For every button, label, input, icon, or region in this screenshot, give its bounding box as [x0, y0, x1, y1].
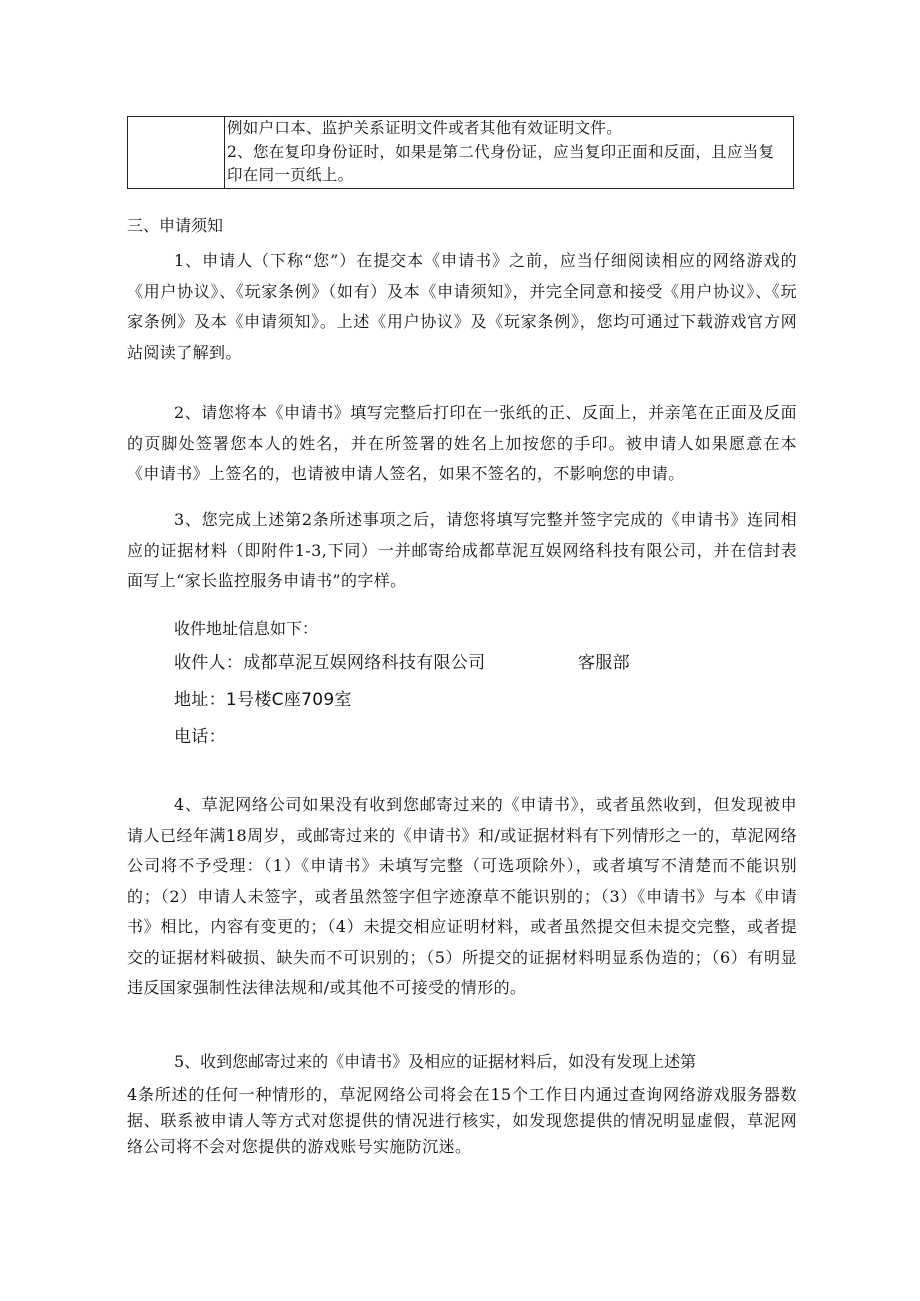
paragraph-4: 4、草泥网络公司如果没有收到您邮寄过来的《申请书》，或者虽然收到，但发现被申请人已经年满18周岁，或邮寄过来的《申请书》和/或证据材料有下列情形之一的，草泥网络公司将不予受理：（1）《申请书》未填写完整（可选项除外），或者填写不清楚而不能识别的；（2）申请人未签字，或者虽然签字但字迹潦草不能识别的；（3）《申请书》与本《申请书》相比，内容有变更的；（4）未提交相应证明材料，或者虽然提交但未提交完整，或者提交的证据材料破损、缺失而不可识别的；（5）所提交的证据材料明显系伪造的；（6）有明显违反国家强制性法律法规和/或其他不可接受的情形的。 — [127, 795, 797, 997]
table-line: 2、您在复印身份证时，如果是第二代身份证，应当复印正面和反面，且应当复印在同一页纸上。 — [227, 142, 775, 184]
department: 客服部 — [578, 653, 630, 673]
table-line: 例如户口本、监护关系证明文件或者其他有效证明文件。 — [227, 119, 623, 137]
paragraph-2: 2、请您将本《申请书》填写完整后打印在一张纸的正、反面上，并亲笔在正面及反面的页脚处签署您本人的姓名，并在所签署的姓名上加按您的手印。被申请人如果愿意在本《申请书》上签名的，也请被申请人签名，如果不签名的，不影响您的申请。 — [127, 403, 797, 483]
table-content-cell — [225, 117, 794, 189]
continued-table — [127, 116, 794, 189]
address-intro: 收件地址信息如下： — [174, 619, 319, 638]
paragraph-3: 3、您完成上述第2条所述事项之后，请您将填写完整并签字完成的《申请书》连同相应的证据材料（即附件1-3,下同）一并邮寄给成都草泥互娱网络科技有限公司，并在信封表面写上“家长监控服务申请书”的字样。 — [127, 510, 797, 590]
phone: 电话： — [174, 727, 226, 747]
paragraph-5-first-line: 5、收到您邮寄过来的《申请书》及相应的证据材料后，如没有发现上述第 — [174, 1052, 697, 1071]
table-row — [128, 117, 794, 189]
table-label-cell — [128, 117, 225, 189]
recipient: 收件人：成都草泥互娱网络科技有限公司 — [174, 653, 486, 673]
section-title: 三、申请须知 — [127, 216, 224, 235]
paragraph-5-rest: 4条所述的任何一种情形的，草泥网络公司将会在15个工作日内通过查询网络游戏服务器数据、联系被申请人等方式对您提供的情况进行核实，如发现您提供的情况明显虚假，草泥网络公司将不会对您提供的游戏账号实施防沉迷。 — [127, 1085, 797, 1156]
paragraph-1: 1、申请人（下称“您”）在提交本《申请书》之前，应当仔细阅读相应的网络游戏的《用户协议》、《玩家条例》（如有）及本《申请须知》，并完全同意和接受《用户协议》、《玩家条例》及本《申请须知》。上述《用户协议》及《玩家条例》，您均可通过下载游戏官方网站阅读了解到。 — [127, 251, 797, 362]
address: 地址：1号楼C座709室 — [174, 690, 352, 710]
